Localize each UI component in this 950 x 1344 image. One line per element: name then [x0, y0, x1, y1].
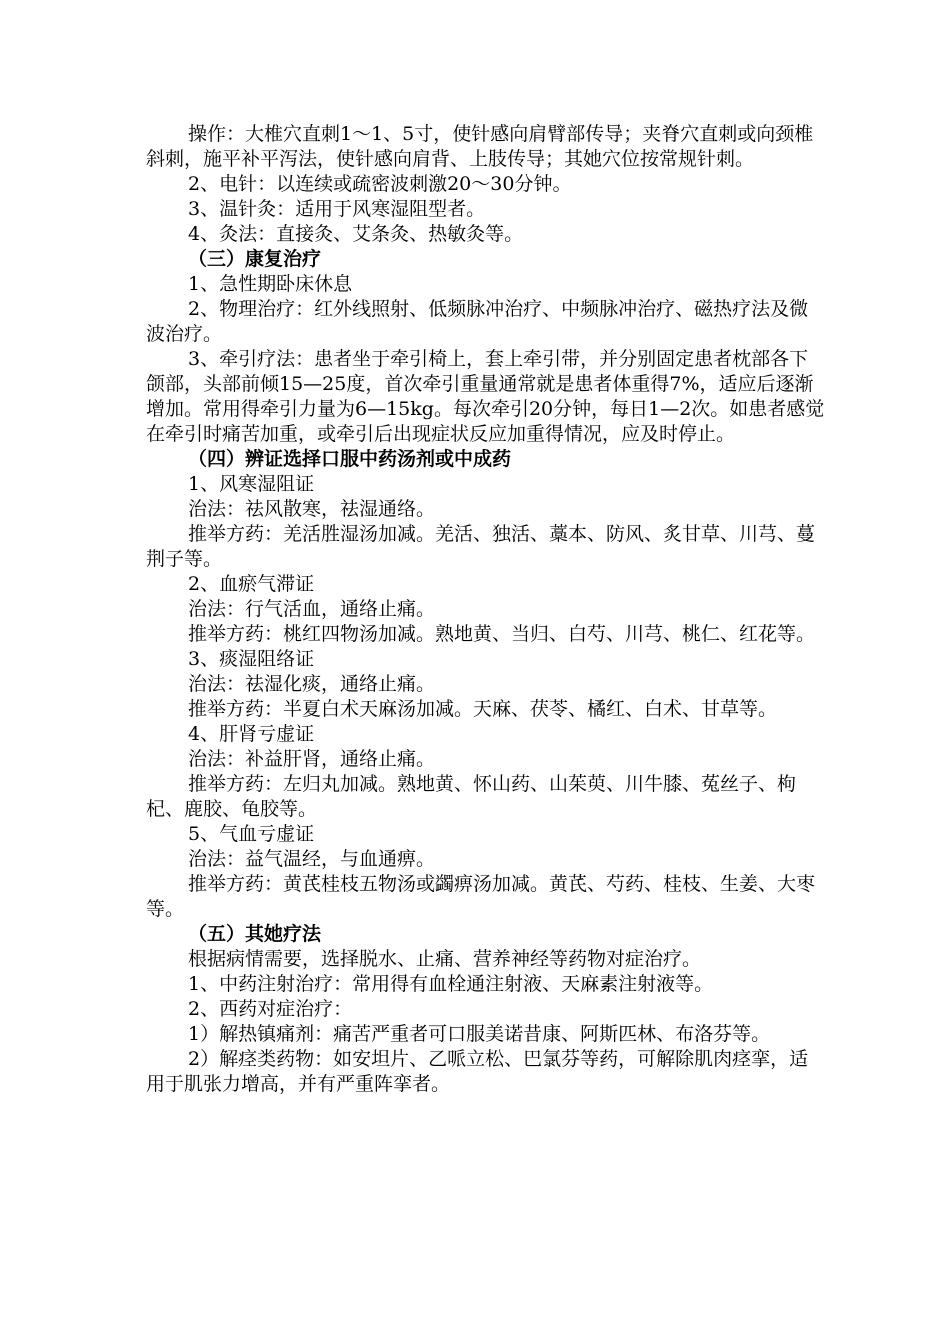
paragraph-electro-acupuncture: 2、电针：以连续或疏密波刺激20～30分钟。 — [188, 173, 572, 195]
syndrome-5-title: 5、气血亏虚证 — [188, 823, 315, 845]
syndrome-3-title: 3、痰湿阻络证 — [188, 648, 315, 670]
document-body — [146, 122, 826, 1097]
paragraph-injection: 1、中药注射治疗：常用得有血栓通注射液、天麻素注射液等。 — [188, 973, 714, 995]
syndrome-5-method: 治法：益气温经，与血通痹。 — [188, 848, 436, 870]
paragraph-western-medicine: 2、西药对症治疗： — [188, 998, 353, 1020]
paragraph-moxibustion: 4、灸法：直接灸、艾条灸、热敏灸等。 — [188, 223, 524, 245]
syndrome-2-prescription: 推举方药：桃红四物汤加减。熟地黄、当归、白芍、川芎、桃仁、红花等。 — [188, 623, 816, 645]
syndrome-3-method: 治法：祛湿化痰，通络止痛。 — [188, 673, 436, 695]
paragraph-operation: 操作：大椎穴直刺1～1、5寸，使针感向肩臂部传导；夹脊穴直刺或向颈椎斜刺，施平补平泻法，使针感向肩背、上肢传导；其她穴位按常规针刺。 — [146, 123, 814, 170]
paragraph-symptomatic: 根据病情需要，选择脱水、止痛、营养神经等药物对症治疗。 — [188, 948, 702, 970]
syndrome-1-title: 1、风寒湿阻证 — [188, 473, 315, 495]
syndrome-2-method: 治法：行气活血，通络止痛。 — [188, 598, 436, 620]
syndrome-5-prescription: 推举方药：黄芪桂枝五物汤或蠲痹汤加减。黄芪、芍药、桂枝、生姜、大枣等。 — [146, 873, 816, 920]
syndrome-4-prescription: 推举方药：左归丸加减。熟地黄、怀山药、山茱萸、川牛膝、菟丝子、枸杞、鹿胶、龟胶等。 — [146, 773, 797, 820]
paragraph-bed-rest: 1、急性期卧床休息 — [188, 273, 353, 295]
paragraph-traction: 3、牵引疗法：患者坐于牵引椅上，套上牵引带，并分别固定患者枕部各下颌部，头部前倾15—25度，首次牵引重量通常就是患者体重得7%，适应后逐渐增加。常用得牵引力量为6—15kg。每次牵引20分钟，每日1—2次。如患者感觉在牵引时痛苦加重，或牵引后出现症状反应加重得情况，应及时停止。 — [146, 348, 825, 445]
paragraph-analgesics: 1）解热镇痛剂：痛苦严重者可口服美诺昔康、阿斯匹林、布洛芬等。 — [188, 1023, 771, 1045]
syndrome-1-method: 治法：祛风散寒，祛湿通络。 — [188, 498, 436, 520]
paragraph-warm-needle: 3、温针灸：适用于风寒湿阻型者。 — [188, 198, 486, 220]
paragraph-antispasmodics: 2）解痉类药物：如安坦片、乙哌立松、巴氯芬等药，可解除肌肉痉挛，适用于肌张力增高，并有严重阵挛者。 — [146, 1048, 809, 1095]
syndrome-1-prescription: 推举方药：羌活胜湿汤加减。羌活、独活、藁本、防风、炙甘草、川芎、蔓荆子等。 — [146, 523, 816, 570]
syndrome-2-title: 2、血瘀气滞证 — [188, 573, 315, 595]
paragraph-physical-therapy: 2、物理治疗：红外线照射、低频脉冲治疗、中频脉冲治疗、磁热疗法及微波治疗。 — [146, 298, 809, 345]
syndrome-4-method: 治法：补益肝肾，通络止痛。 — [188, 748, 436, 770]
syndrome-4-title: 4、肝肾亏虚证 — [188, 723, 315, 745]
heading-other-therapies: （五）其她疗法 — [188, 923, 322, 945]
syndrome-3-prescription: 推举方药：半夏白术天麻汤加减。天麻、茯苓、橘红、白术、甘草等。 — [188, 698, 778, 720]
heading-oral-medicine: （四）辨证选择口服中药汤剂或中成药 — [188, 448, 512, 470]
heading-rehabilitation: （三）康复治疗 — [188, 248, 322, 270]
